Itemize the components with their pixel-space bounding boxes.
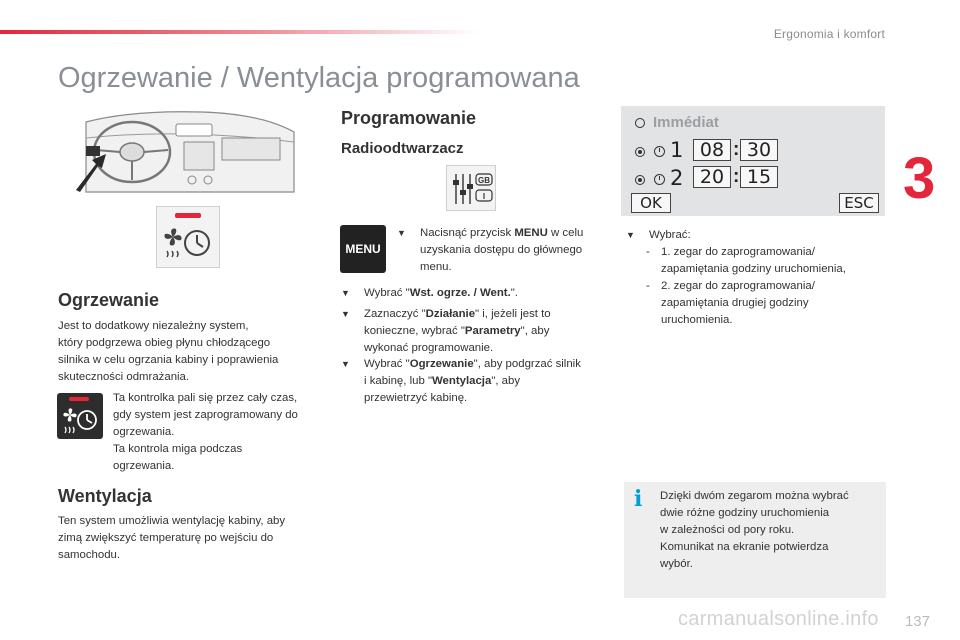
choose-header xyxy=(626,227,881,244)
list-item-text: 1. zegar do zaprogramowania/ zapamiętania godziny uruchomienia, xyxy=(661,246,846,275)
heating-description-line: który podgrzewa obieg płynu chłodzącego xyxy=(58,337,271,349)
timer1-index: 1 xyxy=(670,138,684,162)
bullet-arrow-icon: ▼ xyxy=(397,228,406,238)
timer2-hour-field[interactable]: 20 xyxy=(693,166,731,188)
step-press-menu: ▼ Nacisnąć przycisk MENU w celu uzyskania dostępu do głównego menu. xyxy=(397,227,584,273)
time-separator: : xyxy=(733,139,740,160)
heating-description xyxy=(58,318,318,386)
timer1-minute-field[interactable]: 30 xyxy=(740,139,778,161)
info-line: w zależności od pory roku. xyxy=(660,524,795,536)
list-item-text: 2. zegar do zaprogramowania/ zapamiętania drugiej godziny uruchomienia. xyxy=(661,280,815,326)
immediate-radio[interactable] xyxy=(635,118,645,128)
timer-selection-list xyxy=(626,227,881,329)
dashboard-illustration xyxy=(72,108,300,196)
step-select-heating-menu: ▼ Wybrać "Wst. ogrze. / Went.". xyxy=(341,285,581,302)
ventilation-description xyxy=(58,513,318,564)
clock-icon xyxy=(654,146,665,157)
sliders-icon xyxy=(447,166,497,212)
bullet-arrow-icon: ▼ xyxy=(341,309,350,319)
fan-clock-icon xyxy=(157,207,219,267)
immediate-label: Immédiat xyxy=(653,114,719,131)
svg-text:GB: GB xyxy=(478,176,490,185)
heating-warning-line: ogrzewania. xyxy=(113,426,175,438)
heating-warning-line: Ta kontrola miga podczas xyxy=(113,443,243,455)
info-line: wybór. xyxy=(660,558,693,570)
bullet-arrow-icon: ▼ xyxy=(341,359,350,369)
step-select-mode: ▼ Wybrać "Ogrzewanie", aby podgrzać silnik i kabinę, lub "Wentylacja", aby przewietrzyć kabinę. xyxy=(341,358,581,404)
heating-warning-line: gdy system jest zaprogramowany do xyxy=(113,409,298,421)
ventilation-heading: Wentylacja xyxy=(58,486,152,506)
list-item xyxy=(626,244,881,278)
page-number: 137 xyxy=(904,613,930,630)
heating-heading: Ogrzewanie xyxy=(58,290,160,310)
heating-warning-text xyxy=(113,390,323,475)
heating-warning-line: Ta kontrolka pali się przez cały czas, xyxy=(113,392,298,404)
programming-heading: Programowanie xyxy=(341,108,477,128)
ventilation-description-line: Ten system umożliwia wentylację kabiny, aby xyxy=(58,515,286,527)
heating-warning-lamp-icon xyxy=(57,393,103,439)
heating-description-line: skuteczności odmrażania. xyxy=(58,371,190,383)
list-dash: - xyxy=(646,280,650,292)
esc-button[interactable]: ESC xyxy=(839,193,879,213)
timer1-radio[interactable] xyxy=(635,147,645,157)
radio-settings-icon xyxy=(446,165,496,211)
svg-text:I: I xyxy=(482,192,486,201)
step-select-operation: ▼ Zaznaczyć "Działanie" i, jeżeli jest to konieczne, wybrać "Parametry", aby wykonać programowanie. xyxy=(341,308,551,354)
fan-clock-lamp-icon xyxy=(57,393,103,439)
list-item xyxy=(626,278,881,329)
watermark: carmanualsonline.info xyxy=(678,608,879,630)
heating-timer-control-icon xyxy=(156,206,220,268)
radio-subheading: Radioodtwarzacz xyxy=(341,140,464,157)
clock-icon xyxy=(654,174,665,185)
time-separator: : xyxy=(733,166,740,187)
choose-header-text: Wybrać: xyxy=(649,229,691,241)
list-dash: - xyxy=(646,246,650,258)
menu-key-icon: MENU xyxy=(340,225,386,273)
timer2-minute-field[interactable]: 15 xyxy=(740,166,778,188)
info-text xyxy=(660,488,878,573)
heating-description-line: silnika w celu ogrzania kabiny i poprawienia xyxy=(58,354,279,366)
chapter-number: 3 xyxy=(903,146,936,211)
info-icon: i xyxy=(634,486,643,512)
ventilation-description-line: samochodu. xyxy=(58,549,121,561)
bullet-arrow-icon: ▼ xyxy=(626,230,635,240)
timer1-hour-field[interactable]: 08 xyxy=(693,139,731,161)
ventilation-description-line: zimą zwiększyć temperaturę po wejściu do xyxy=(58,532,274,544)
info-line: Komunikat na ekranie potwierdza xyxy=(660,541,829,553)
ok-button[interactable]: OK xyxy=(631,193,671,213)
heating-warning-line: ogrzewania. xyxy=(113,460,175,472)
timer2-index: 2 xyxy=(670,166,684,190)
info-line: dwie różne godziny uruchomienia xyxy=(660,507,830,519)
info-line: Dzięki dwóm zegarom można wybrać xyxy=(660,490,849,502)
bullet-arrow-icon: ▼ xyxy=(341,288,350,298)
header-accent-bar xyxy=(0,30,480,34)
page-title: Ogrzewanie / Wentylacja programowana xyxy=(58,62,580,94)
timer-programming-screen xyxy=(621,106,885,216)
timer2-radio[interactable] xyxy=(635,175,645,185)
heating-description-line: Jest to dodatkowy niezależny system, xyxy=(58,320,249,332)
section-label: Ergonomia i komfort xyxy=(773,27,885,41)
